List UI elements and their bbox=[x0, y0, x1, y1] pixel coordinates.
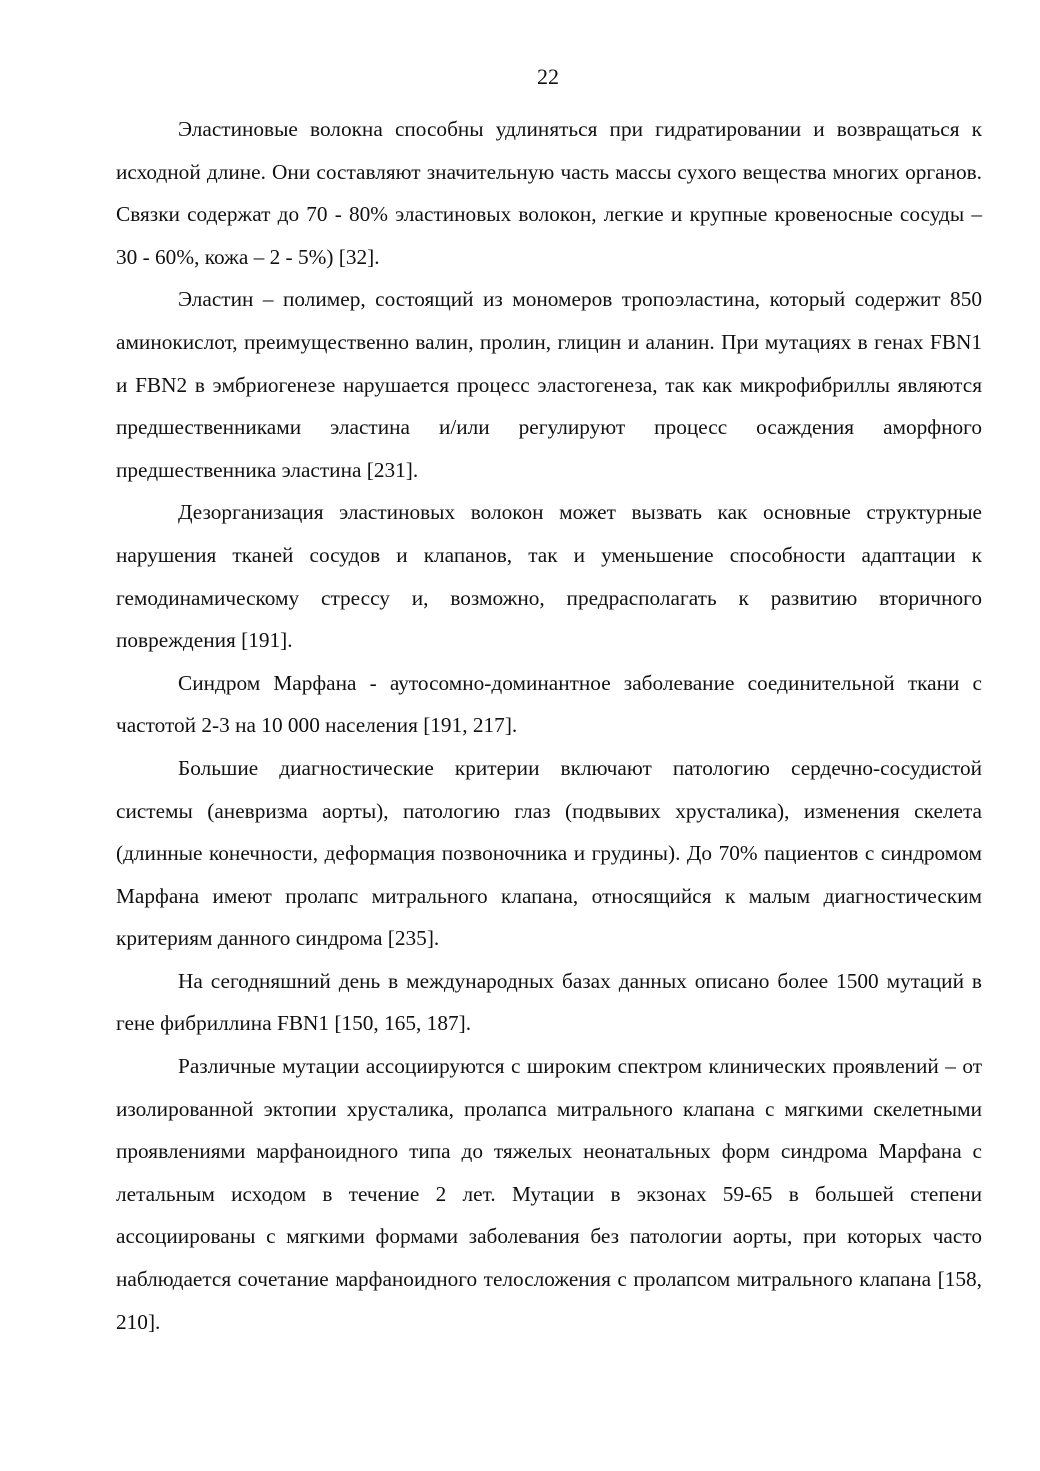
paragraph-mutations-count: На сегодняшний день в международных базах данных описано более 1500 мутаций в гене фибриллина FBN1 [150, 165, 187]. bbox=[116, 968, 982, 1036]
paragraph-elastin-fibers: Эластиновые волокна способны удлиняться при гидратировании и возвращаться к исходной длине. Они составляют значительную часть массы сухого вещества многих органов. Связки содержат до 70 - 80% эластиновых волокон, легкие и крупные кровеносные сосуды – 30 - 60%, кожа – 2 - 5%) [32]. bbox=[116, 117, 982, 269]
paragraph-diagnostic-criteria: Большие диагностические критерии включают патологию сердечно-сосудистой системы (аневризма аорты), патологию глаз (подвывих хрусталика), изменения скелета (длинные конечности, деформация позвоночника и грудины). До 70% пациентов с синдромом Марфана имеют пролапс митрального клапана, относящийся к малым диагностическим критериям данного синдрома [235]. bbox=[116, 755, 982, 951]
paragraph-disorganization: Дезорганизация эластиновых волокон может вызвать как основные структурные нарушения тканей сосудов и клапанов, так и уменьшение способности адаптации к гемодинамическому стрессу и, возможно, предрасполагать к развитию вторичного повреждения [191]. bbox=[116, 500, 982, 653]
paragraph-marfan-syndrome: Синдром Марфана - аутосомно-доминантное заболевание соединительной ткани с частотой 2-3 на 10 000 населения [191, 217]. bbox=[116, 670, 982, 738]
paragraph-mutation-spectrum: Различные мутации ассоциируются с широким спектром клинических проявлений – от изолированной эктопии хрусталика, пролапса митрального клапана с мягкими скелетными проявлениями марфаноидного типа до тяжелых неонатальных форм синдрома Марфана с летальным исходом в течение 2 лет. Мутации в экзонах 59-65 в большей степени ассоциированы с мягкими формами заболевания без патологии аорты, при которых часто наблюдается сочетание марфаноидного телосложения с пролапсом митрального клапана [158, 210]. bbox=[116, 1054, 982, 1334]
page-number: 22 bbox=[537, 64, 559, 89]
paragraph-elastin-polymer: Эластин – полимер, состоящий из мономеров тропоэластина, который содержит 850 аминокислот, преимущественно валин, пролин, глицин и аланин. При мутациях в генах FBN1 и FBN2 в эмбриогенезе нарушается процесс эластогенеза, так как микрофибриллы являются предшественниками эластина и/или регулируют процесс осаждения аморфного предшественника эластина [231]. bbox=[116, 287, 982, 482]
text-body bbox=[116, 108, 982, 1343]
